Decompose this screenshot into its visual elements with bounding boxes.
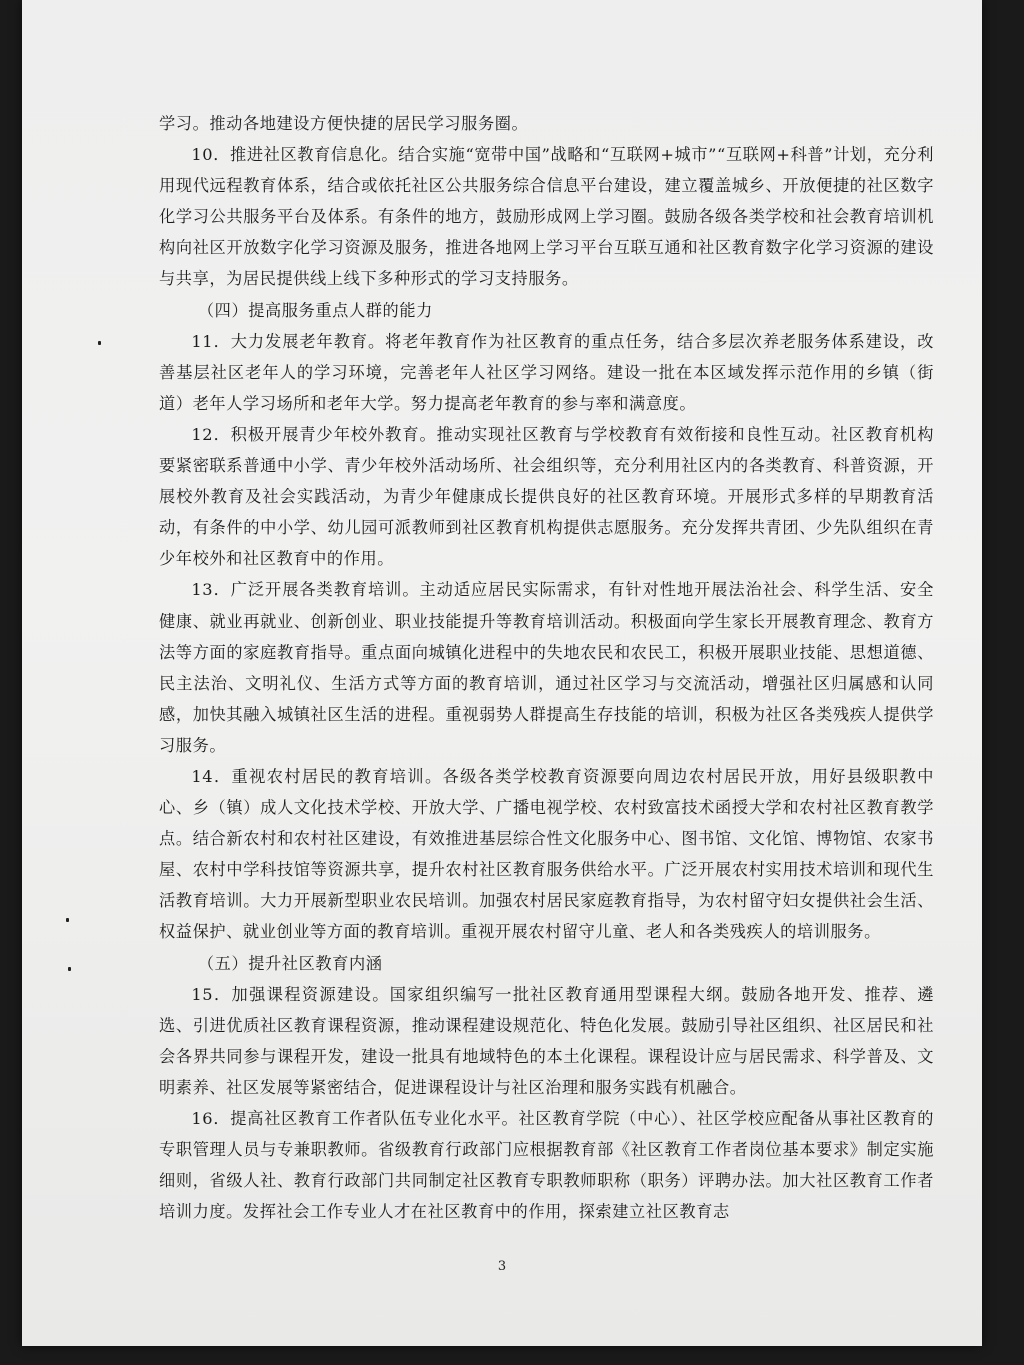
paragraph-item-16: 16．提高社区教育工作者队伍专业化水平。社区教育学院（中心）、社区学校应配备从事社区教育的专职管理人员与专兼职教师。省级教育行政部门应根据教育部《社区教育工作者岗位基本要求》制定实施细则，省级人社、教育行政部门共同制定社区教育专职教师职称（职务）评聘办法。加大社区教育工作者培训力度。发挥社会工作专业人才在社区教育中的作用，探索建立社区教育志: [159, 1109, 934, 1222]
punch-mark: [98, 341, 101, 345]
document-body: [159, 108, 934, 1227]
paragraph-item-11: 11．大力发展老年教育。将老年教育作为社区教育的重点任务，结合多层次养老服务体系建设，改善基层社区老年人的学习环境，完善老年人社区学习网络。建设一批在本区域发挥示范作用的乡镇（街道）老年人学习场所和老年大学。努力提高老年教育的参与率和满意度。: [159, 331, 934, 413]
punch-mark: [68, 967, 71, 971]
paragraph-item-10: 10．推进社区教育信息化。结合实施“宽带中国”战略和“互联网+城市”“互联网+科普”计划，充分利用现代远程教育体系，结合或依托社区公共服务综合信息平台建设，建立覆盖城乡、开放便捷的社区数字化学习公共服务平台及体系。有条件的地方，鼓励形成网上学习圈。鼓励各级各类学校和社会教育培训机构向社区开放数字化学习资源及服务，推进各地网上学习平台互联互通和社区教育数字化学习资源的建设与共享，为居民提供线上线下多种形式的学习支持服务。: [159, 145, 934, 289]
paragraph-item-12: 12．积极开展青少年校外教育。推动实现社区教育与学校教育有效衔接和良性互动。社区教育机构要紧密联系普通中小学、青少年校外活动场所、社会组织等，充分利用社区内的各类教育、科普资源，开展校外教育及社会实践活动，为青少年健康成长提供良好的社区教育环境。开展形式多样的早期教育活动，有条件的中小学、幼儿园可派教师到社区教育机构提供志愿服务。充分发挥共青团、少先队组织在青少年校外和社区教育中的作用。: [159, 424, 934, 569]
document-page: [22, 0, 982, 1346]
paragraph-item-13: 13．广泛开展各类教育培训。主动适应居民实际需求，有针对性地开展法治社会、科学生活、安全健康、就业再就业、创新创业、职业技能提升等教育培训活动。积极面向学生家长开展教育理念、教育方法等方面的家庭教育指导。重点面向城镇化进程中的失地农民和农民工，积极开展职业技能、思想道德、民主法治、文明礼仪、生活方式等方面的教育培训，通过社区学习与交流活动，增强社区归属感和认同感，加快其融入城镇社区生活的进程。重视弱势人群提高生存技能的培训，积极为社区各类残疾人提供学习服务。: [159, 580, 934, 755]
paragraph-continued: 学习。推动各地建设方便快捷的居民学习服务圈。: [159, 114, 529, 133]
paragraph-item-15: 15．加强课程资源建设。国家组织编写一批社区教育通用型课程大纲。鼓励各地开发、推荐、遴选、引进优质社区教育课程资源，推动课程建设规范化、特色化发展。鼓励引导社区组织、社区居民和社会各界共同参与课程开发，建设一批具有地域特色的本土化课程。课程设计应与居民需求、科学普及、文明素养、社区发展等紧密结合，促进课程设计与社区治理和服务实践有机融合。: [159, 984, 934, 1097]
paragraph-item-14: 14．重视农村居民的教育培训。各级各类学校教育资源要向周边农村居民开放，用好县级职教中心、乡（镇）成人文化技术学校、开放大学、广播电视学校、农村致富技术函授大学和农村社区教育教学点。结合新农村和农村社区建设，有效推进基层综合性文化服务中心、图书馆、文化馆、博物馆、农家书屋、农村中学科技馆等资源共享，提升农村社区教育服务供给水平。广泛开展农村实用技术培训和现代生活教育培训。大力开展新型职业农民培训。加强农村居民家庭教育指导，为农村留守妇女提供社会生活、权益保护、就业创业等方面的教育培训。重视开展农村留守儿童、老人和各类残疾人的培训服务。: [159, 766, 934, 942]
section-heading-4: （四）提高服务重点人群的能力: [197, 300, 433, 320]
page-number: 3: [497, 1259, 507, 1274]
punch-mark: [66, 918, 69, 922]
section-heading-5: （五）提升社区教育内涵: [197, 953, 383, 973]
